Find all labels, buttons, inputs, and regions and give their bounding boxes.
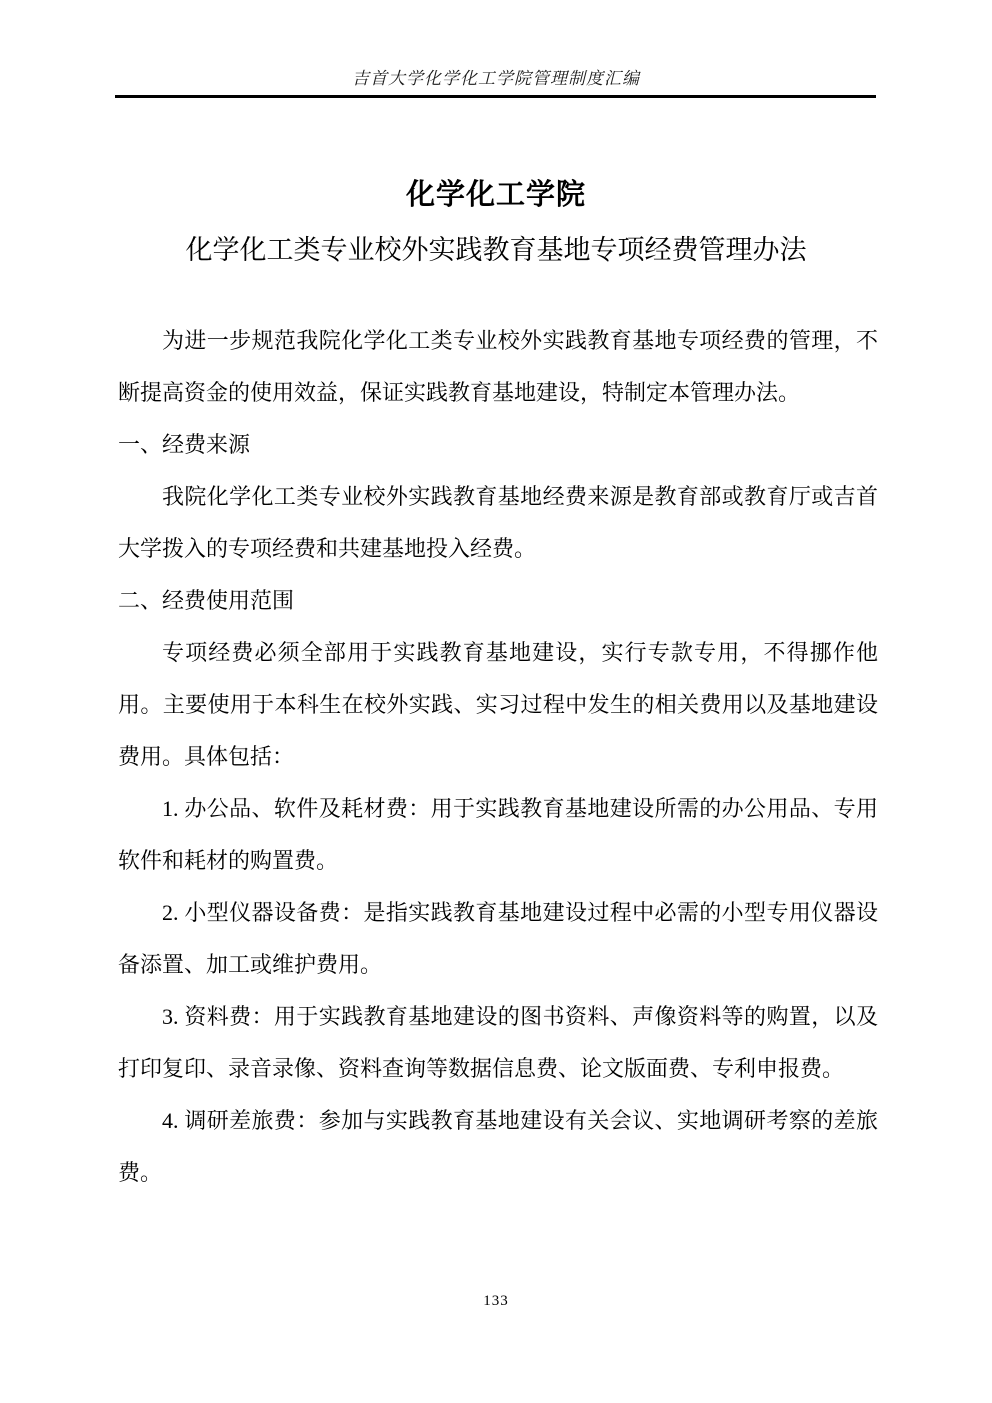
expense-item-2: 2. 小型仪器设备费：是指实践教育基地建设过程中必需的小型专用仪器设备添置、加工或维护费用。 xyxy=(118,900,878,977)
document-body xyxy=(118,315,878,1199)
page-number: 133 xyxy=(483,1293,509,1309)
expense-item-1: 1. 办公品、软件及耗材费：用于实践教育基地建设所需的办公用品、专用软件和耗材的购置费。 xyxy=(118,796,878,873)
expense-item-4: 4. 调研差旅费：参加与实践教育基地建设有关会议、实地调研考察的差旅费。 xyxy=(118,1108,878,1185)
department-title: 化学化工学院 xyxy=(405,179,586,211)
running-header: 吉首大学化学化工学院管理制度汇编 xyxy=(352,69,640,88)
section-1-body: 我院化学化工类专业校外实践教育基地经费来源是教育部或教育厅或吉首大学拨入的专项经费和共建基地投入经费。 xyxy=(118,484,878,561)
header-rule xyxy=(115,95,876,98)
section-2-heading: 二、经费使用范围 xyxy=(118,588,295,613)
section-2-intro: 专项经费必须全部用于实践教育基地建设，实行专款专用，不得挪作他用。主要使用于本科生在校外实践、实习过程中发生的相关费用以及基地建设费用。具体包括： xyxy=(118,640,878,769)
intro-paragraph: 为进一步规范我院化学化工类专业校外实践教育基地专项经费的管理，不断提高资金的使用效益，保证实践教育基地建设，特制定本管理办法。 xyxy=(118,328,878,405)
document-title: 化学化工类专业校外实践教育基地专项经费管理办法 xyxy=(185,235,807,265)
page-footer xyxy=(0,1292,992,1310)
section-1-heading: 一、经费来源 xyxy=(118,432,251,457)
expense-item-3: 3. 资料费：用于实践教育基地建设的图书资料、声像资料等的购置，以及打印复印、录音录像、资料查询等数据信息费、论文版面费、专利申报费。 xyxy=(118,1004,878,1081)
